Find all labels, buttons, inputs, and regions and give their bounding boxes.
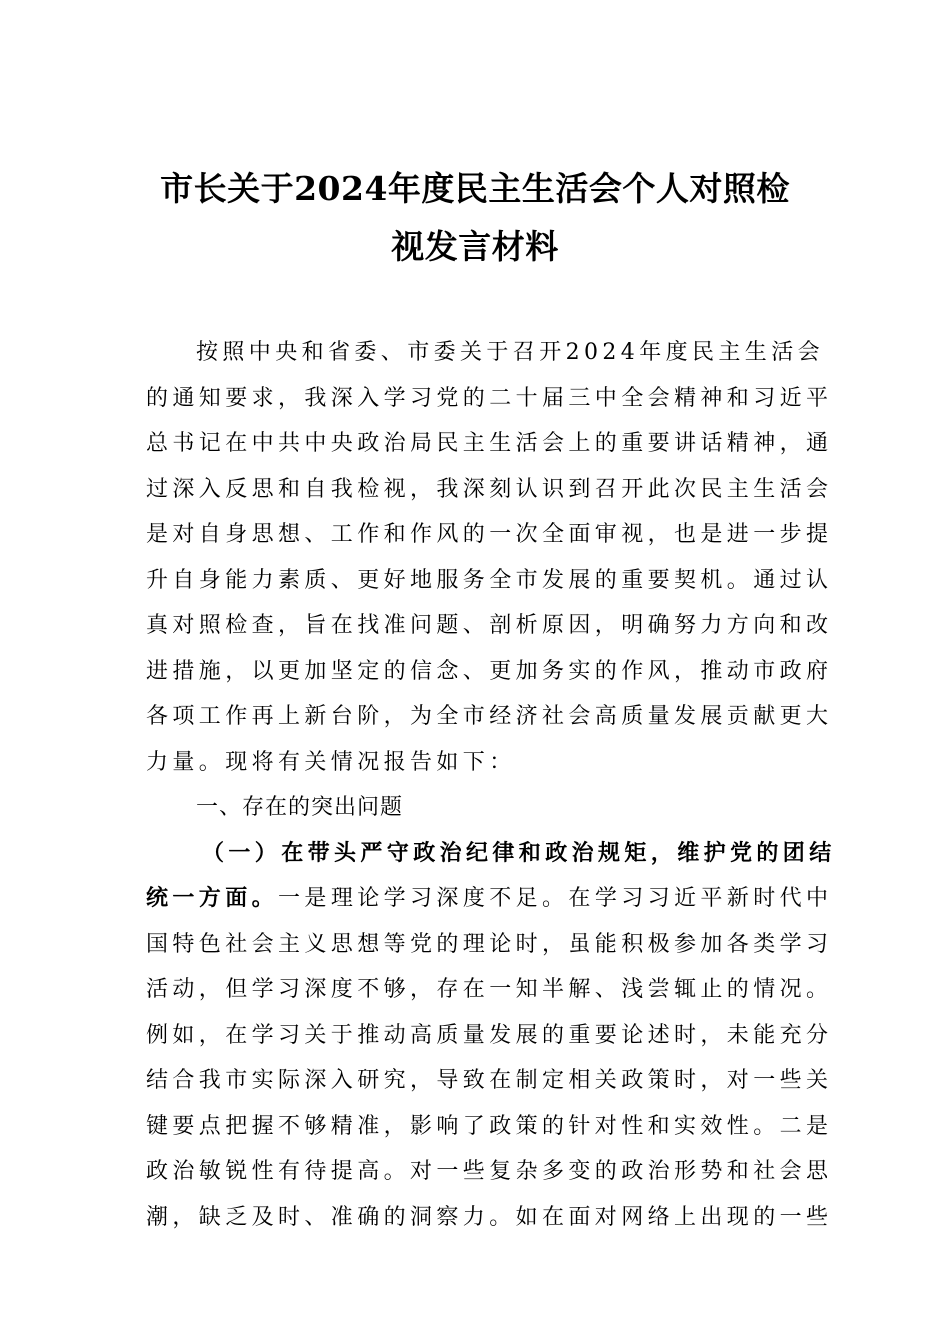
title-line-1: 市长关于2024年度民主生活会个人对照检 <box>160 169 790 208</box>
body-line: 潮，缺乏及时、准确的洞察力。如在面对网络上出现的一些 <box>146 1204 833 1230</box>
intro-line: 升自身能力素质、更好地服务全市发展的重要契机。通过认 <box>146 567 833 593</box>
body-line: 键要点把握不够精准，影响了政策的针对性和实效性。二是 <box>146 1113 833 1139</box>
body-line: 例如，在学习关于推动高质量发展的重要论述时，未能充分 <box>146 1022 833 1048</box>
section-heading: 一、存在的突出问题 <box>196 795 404 820</box>
body-line <box>146 876 833 922</box>
intro-line: 按照中央和省委、市委关于召开2024年度民主生活会 <box>196 340 824 365</box>
body-text: 一是理论学习深度不足。在学习习近平新时代中 <box>278 886 833 911</box>
document-body <box>146 330 836 1240</box>
subsection-heading-end: 统一方面。 <box>146 885 279 911</box>
body-line: 结合我市实际深入研究，导致在制定相关政策时，对一些关 <box>146 1068 833 1093</box>
title-line-2: 视发言材料 <box>391 227 559 266</box>
intro-line: 是对自身思想、工作和作风的一次全面审视，也是进一步提 <box>146 522 833 547</box>
intro-line: 各项工作再上新台阶，为全市经济社会高质量发展贡献更大 <box>146 704 833 729</box>
intro-line: 进措施，以更加坚定的信念、更加务实的作风，推动市政府 <box>146 658 833 684</box>
intro-line: 力量。现将有关情况报告如下： <box>146 749 516 775</box>
body-line: 活动，但学习深度不够，存在一知半解、浅尝辄止的情况。 <box>146 977 833 1002</box>
body-line: 国特色社会主义思想等党的理论时，虽能积极参加各类学习 <box>146 931 833 957</box>
subsection-heading: （一）在带头严守政治纪律和政治规矩，维护党的团结 <box>202 839 836 866</box>
body-line: 政治敏锐性有待提高。对一些复杂多变的政治形势和社会思 <box>146 1159 833 1184</box>
page-title <box>120 160 830 276</box>
intro-line: 过深入反思和自我检视，我深刻认识到召开此次民主生活会 <box>146 476 833 502</box>
intro-line: 的通知要求，我深入学习党的二十届三中全会精神和习近平 <box>146 385 833 411</box>
intro-line: 真对照检查，旨在找准问题、剖析原因，明确努力方向和改 <box>146 613 833 638</box>
intro-line: 总书记在中共中央政治局民主生活会上的重要讲话精神，通 <box>146 431 833 456</box>
